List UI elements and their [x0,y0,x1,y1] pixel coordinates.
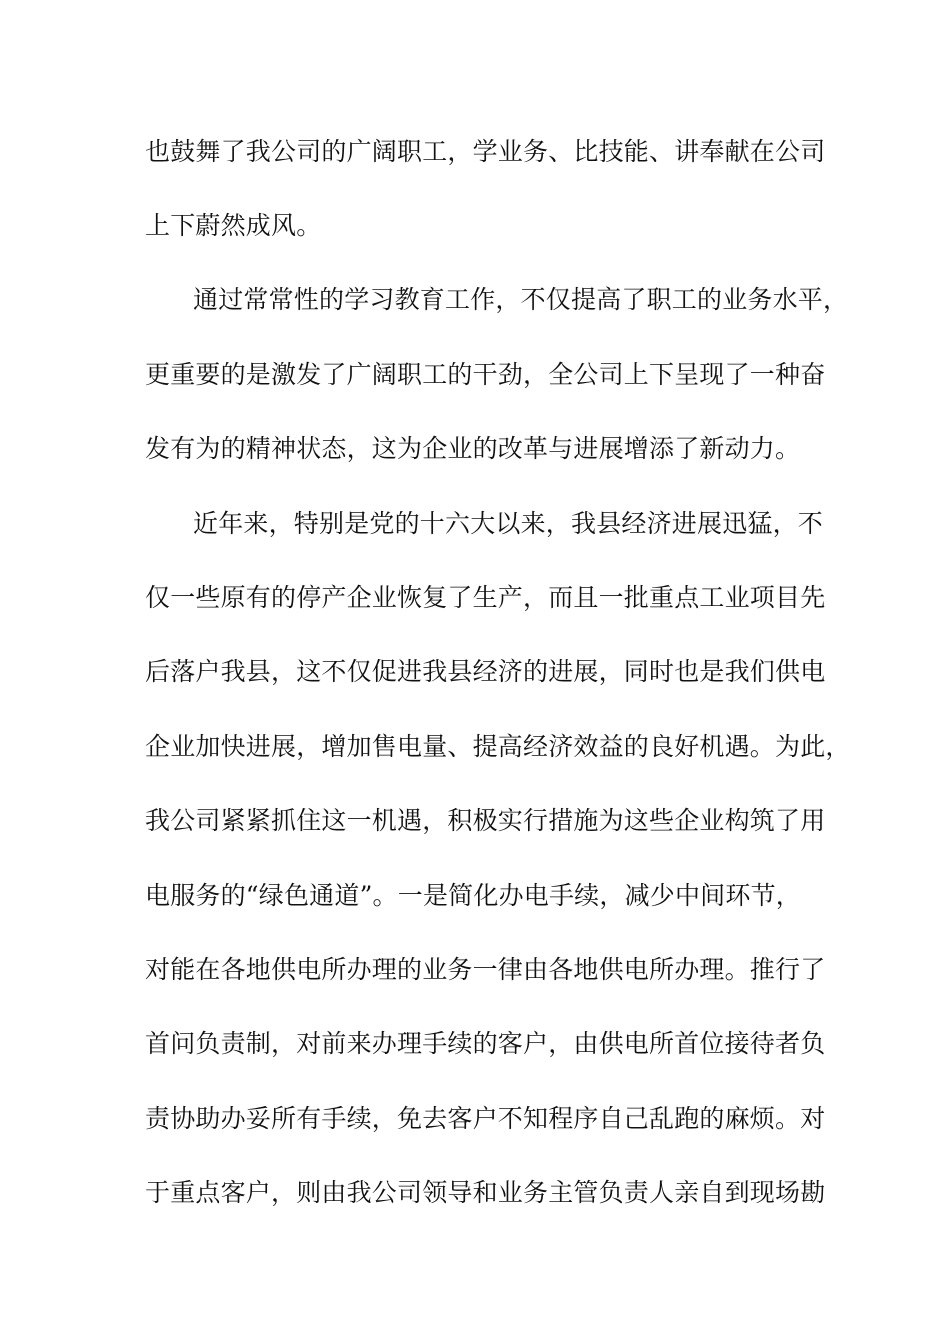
text-line-2: 上下蔚然成风。 [145,211,322,240]
text-line-5: 发有为的精神状态，这为企业的改革与进展增添了新动力。 [145,434,801,463]
text-line-13: 首问负责制，对前来办理手续的客户，由供电所首位接待者负 [145,1029,826,1058]
text-line-7: 仅一些原有的停产企业恢复了生产，而且一批重点工业项目先 [145,583,826,612]
text-line-10: 我公司紧紧抓住这一机遇，积极实行措施为这些企业构筑了用 [145,806,826,835]
text-line-12: 对能在各地供电所办理的业务一律由各地供电所办理。推行了 [145,955,826,984]
text-line-3: 通过常常性的学习教育工作，不仅提高了职工的业务水平， [193,285,849,314]
text-line-14: 责协助办妥所有手续，免去客户不知程序自己乱跑的麻烦。对 [145,1104,826,1133]
text-line-11: 电服务的“绿色通道”。一是简化办电手续，减少中间环节， [145,881,801,910]
text-line-4: 更重要的是激发了广阔职工的干劲，全公司上下呈现了一种奋 [145,360,826,389]
text-line-1: 也鼓舞了我公司的广阔职工，学业务、比技能、讲奉献在公司 [145,137,826,166]
text-line-6: 近年来，特别是党的十六大以来，我县经济进展迅猛，不 [193,509,824,538]
text-line-8: 后落户我县，这不仅促进我县经济的进展，同时也是我们供电 [145,657,826,686]
text-line-9: 企业加快进展，增加售电量、提高经济效益的良好机遇。为此， [145,732,851,761]
text-line-15: 于重点客户，则由我公司领导和业务主管负责人亲自到现场勘 [145,1178,826,1207]
